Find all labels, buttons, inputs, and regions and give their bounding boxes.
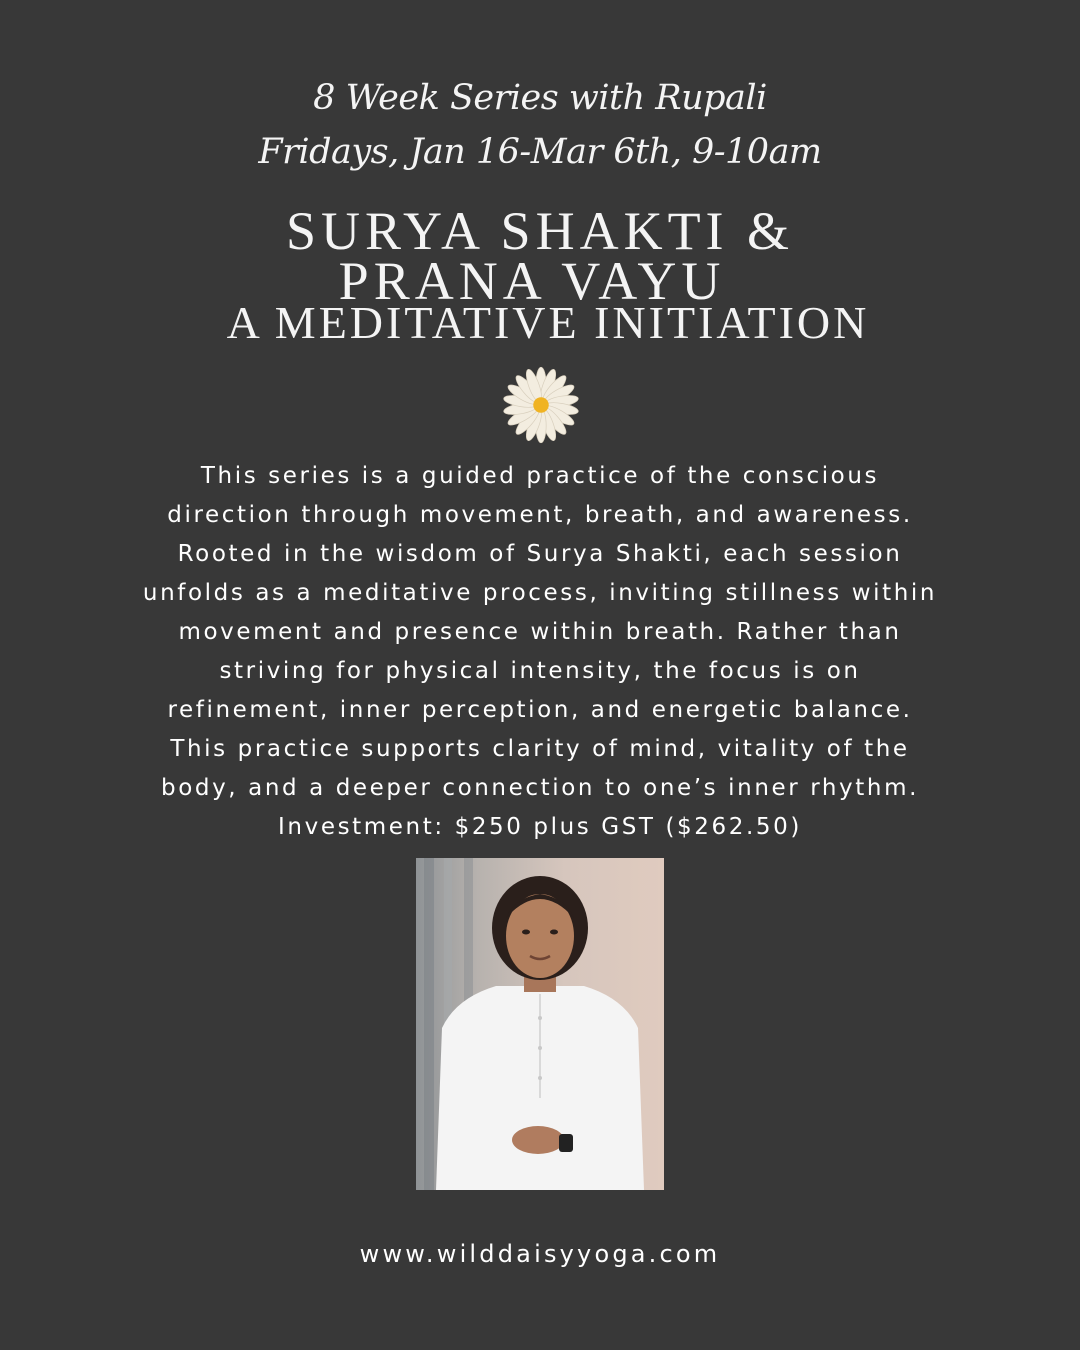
description-line: striving for physical intensity, the focus is on (219, 658, 861, 684)
series-subtitle: 8 Week Series with Rupali (313, 78, 767, 118)
website-url[interactable]: www.wilddaisyyoga.com (359, 1240, 721, 1268)
description-line: body, and a deeper connection to one’s inner rhythm. (161, 775, 919, 801)
description-line: movement and presence within breath. Rather than (178, 619, 902, 645)
schedule-subtitle: Fridays, Jan 16-Mar 6th, 9-10am (258, 132, 822, 172)
description-line: direction through movement, breath, and awareness. (167, 502, 913, 528)
title-line-1: SURYA SHAKTI & (285, 201, 795, 261)
daisy-center (533, 397, 548, 412)
title-line-2: PRANA VAYU (338, 251, 726, 311)
title-line-3: A MEDITATIVE INITIATION (226, 297, 870, 348)
description-line: refinement, inner perception, and energetic balance. (167, 697, 913, 723)
description-line: This series is a guided practice of the conscious (200, 463, 880, 489)
daisy-icon (498, 362, 584, 448)
instructor-portrait (416, 858, 664, 1190)
description (0, 457, 1080, 847)
instructor-photo (416, 858, 664, 1190)
description-line: This practice supports clarity of mind, vitality of the (170, 736, 910, 762)
description-line: unfolds as a meditative process, inviting stillness within (142, 580, 938, 606)
description-line: Rooted in the wisdom of Surya Shakti, each session (177, 541, 903, 567)
investment-line: Investment: $250 plus GST ($262.50) (278, 814, 802, 840)
